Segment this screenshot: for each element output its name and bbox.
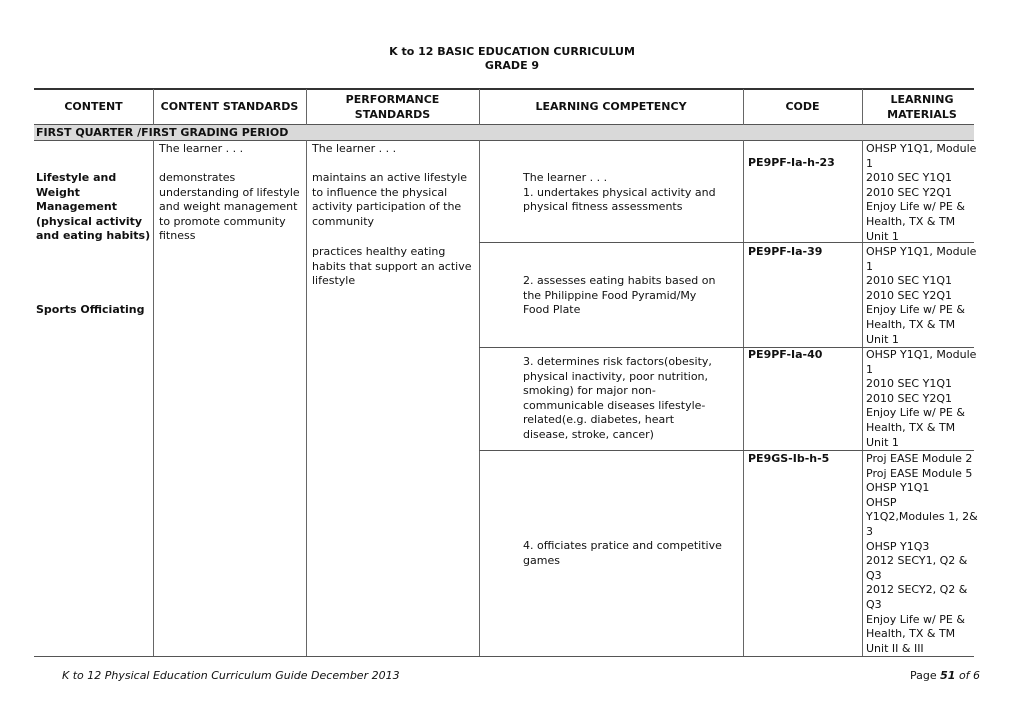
competency-1: The learner . . . 1. undertakes physical activity and physical fitness assessments [523,171,716,214]
doc-title: K to 12 BASIC EDUCATION CURRICULUM [389,45,635,58]
competency-2: 2. assesses eating habits based on the Philippine Food Pyramid/My Food Plate [523,274,716,317]
performance-text-2: practices healthy eating habits that support an active lifestyle [312,245,472,288]
performance-intro: The learner . . . [312,142,397,155]
col-divider-2b [306,140,307,656]
code-3: PE9PF-Ia-40 [748,348,823,361]
content-standards-intro: The learner . . . [159,142,244,155]
materials-3: OHSP Y1Q1, Module 1 2010 SEC Y1Q1 2010 SEC Y2Q1 Enjoy Life w/ PE & Health, TX & TM Unit 1 [866,348,977,449]
header-performance-standards: PERFORMANCE STANDARDS [345,93,440,121]
quarter-bottom-border [34,140,974,141]
header-content-standards: CONTENT STANDARDS [160,100,299,113]
col-divider-5b [862,140,863,656]
materials-2: OHSP Y1Q1, Module 1 2010 SEC Y1Q1 2010 SEC Y2Q1 Enjoy Life w/ PE & Health, TX & TM Unit 1 [866,245,977,346]
page-num: 51 [940,669,956,682]
table-top-border [34,88,974,90]
content-sports-officiating: Sports Officiating [36,303,145,316]
header-learning-competency: LEARNING COMPETENCY [535,100,687,113]
footer-page-number [910,669,980,682]
col-divider-4b [743,140,744,656]
performance-text-1: maintains an active lifestyle to influence the physical activity participation of the community [312,171,468,228]
materials-4: Proj EASE Module 2 Proj EASE Module 5 OHSP Y1Q1 OHSP Y1Q2,Modules 1, 2& 3 OHSP Y1Q3 2012 SECY1, Q2 & Q3 2012 SECY2, Q2 & Q3 Enjoy Life w/ PE & Health, TX & TM Unit II & III [866,452,978,655]
content-lifestyle: Lifestyle and Weight Management (physical activity and eating habits) [36,171,151,243]
code-2: PE9PF-Ia-39 [748,245,823,258]
quarter-heading: FIRST QUARTER /FIRST GRADING PERIOD [34,125,974,140]
code-4: PE9GS-Ib-h-5 [748,452,830,465]
page-suffix: of 6 [955,669,981,682]
code-1: PE9PF-Ia-h-23 [748,156,835,169]
content-standards-text: demonstrates understanding of lifestyle and weight management to promote community fitness [159,171,300,243]
page-prefix: Page [910,669,941,682]
col-divider-3b [479,140,480,656]
header-content: CONTENT [64,100,123,113]
doc-grade: GRADE 9 [484,59,540,72]
competency-3: 3. determines risk factors(obesity, physical inactivity, poor nutrition, smoking) for major non- communicable diseases lifestyle- related(e.g. diabetes, heart disease, stroke, cancer) [523,355,712,441]
header-learning-materials: LEARNING MATERIALS [887,93,957,121]
footer-guide-title: K to 12 Physical Education Curriculum Guide December 2013 [62,669,400,682]
materials-1: OHSP Y1Q1, Module 1 2010 SEC Y1Q1 2010 SEC Y2Q1 Enjoy Life w/ PE & Health, TX & TM Unit 1 [866,142,977,243]
competency-4: 4. officiates pratice and competitive games [523,539,722,567]
header-code: CODE [785,100,820,113]
table-bottom-border [34,656,974,657]
